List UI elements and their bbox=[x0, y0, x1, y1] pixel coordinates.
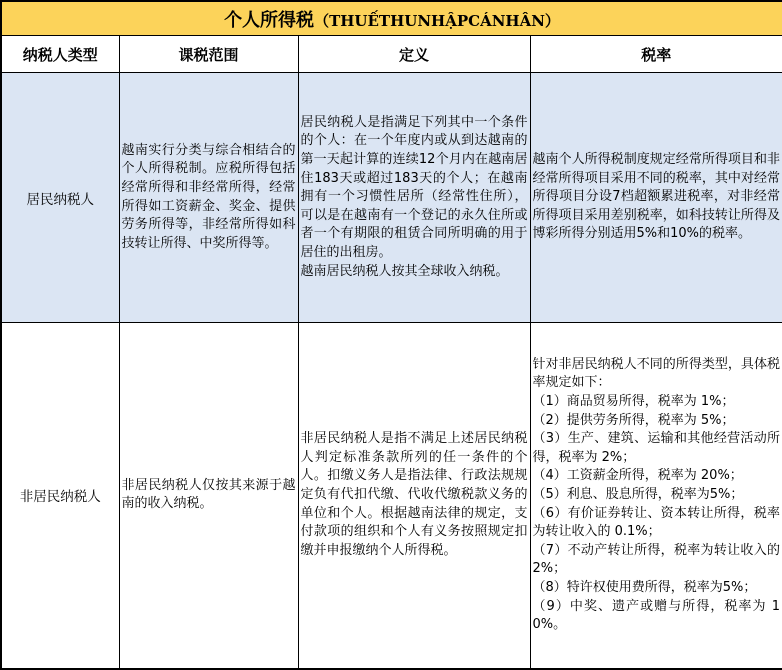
nonresident-rate-intro: 针对非居民纳税人不同的所得类型，具体税率规定如下： bbox=[532, 356, 780, 391]
rate-item: （3）生产、建筑、运输和其他经营活动所得，税率为 2%； bbox=[532, 431, 780, 465]
header-definition: 定义 bbox=[298, 36, 530, 73]
header-tax-rate: 税率 bbox=[530, 36, 782, 73]
rate-item: （8）特许权使用费所得，税率为5%； bbox=[532, 579, 757, 595]
resident-definition-cell bbox=[298, 73, 530, 323]
header-taxpayer-type: 纳税人类型 bbox=[1, 36, 119, 73]
rate-item: （9）中奖、遗产或赠与所得，税率为 10%。 bbox=[532, 598, 780, 633]
rate-item: （6）有价证券转让、资本转让所得，税率为转让收入的 0.1%； bbox=[532, 505, 780, 540]
nonresident-rate-cell bbox=[530, 323, 782, 669]
resident-type-cell: 居民纳税人 bbox=[1, 73, 119, 323]
rate-item: （4）工资薪金所得，税率为 20%； bbox=[532, 468, 743, 484]
nonresident-rate-list bbox=[533, 393, 781, 635]
nonresident-type-cell: 非居民纳税人 bbox=[1, 323, 119, 669]
resident-definition-para-2: 越南居民纳税人按其全球收入纳税。 bbox=[300, 263, 509, 279]
resident-scope-cell: 越南实行分类与综合相结合的个人所得税制。应税所得包括经常所得和非经常所得，经常所得如工资薪金、奖金、提供劳务所得等，非经常所得如科技转让所得、中奖所得等。 bbox=[119, 73, 298, 323]
rate-item: （7）不动产转让所得，税率为转让收入的 2%； bbox=[532, 542, 780, 577]
table-title bbox=[1, 1, 782, 36]
header-row bbox=[1, 36, 782, 73]
resident-definition-para-1: 居民纳税人是指满足下列其中一个条件的个人：在一个年度内或从到达越南的第一天起计算的连续12个月内在越南居住183天或超过183天的个人；在越南拥有一个习惯性居所（经常性住所），可以是在越南有一个登记的永久住所或者一个有期限的租赁合同所明确的用于居住的出租房。 bbox=[300, 114, 528, 260]
resident-rate-cell: 越南个人所得税制度规定经常所得项目和非经常所得项目采用不同的税率，其中对经常所得项目分设7档超额累进税率，对非经常所得项目采用差别税率，如科技转让所得及博彩所得分别适用5%和10%的税率。 bbox=[530, 73, 782, 323]
table-row-nonresident bbox=[1, 323, 782, 669]
nonresident-definition-cell: 非居民纳税人是指不满足上述居民纳税人判定标准条款所列的任一条件的个人。扣缴义务人是指法律、行政法规规定负有代扣代缴、代收代缴税款义务的单位和个人。根据越南法律的规定，支付款项的组织和个人有义务按照规定扣缴并申报缴纳个人所得税。 bbox=[298, 323, 530, 669]
header-tax-scope: 课税范围 bbox=[119, 36, 298, 73]
rate-item: （1）商品贸易所得，税率为 1%； bbox=[532, 393, 735, 409]
title-sub: （THUẾTHUNHẬPCÁNHÂN） bbox=[314, 11, 560, 30]
rate-item: （5）利息、股息所得，税率为5%； bbox=[532, 486, 744, 502]
title-main: 个人所得税 bbox=[224, 9, 315, 31]
rate-item: （2）提供劳务所得，税率为 5%； bbox=[532, 412, 735, 428]
table-row-resident bbox=[1, 73, 782, 323]
nonresident-scope-cell: 非居民纳税人仅按其来源于越南的收入纳税。 bbox=[119, 323, 298, 669]
